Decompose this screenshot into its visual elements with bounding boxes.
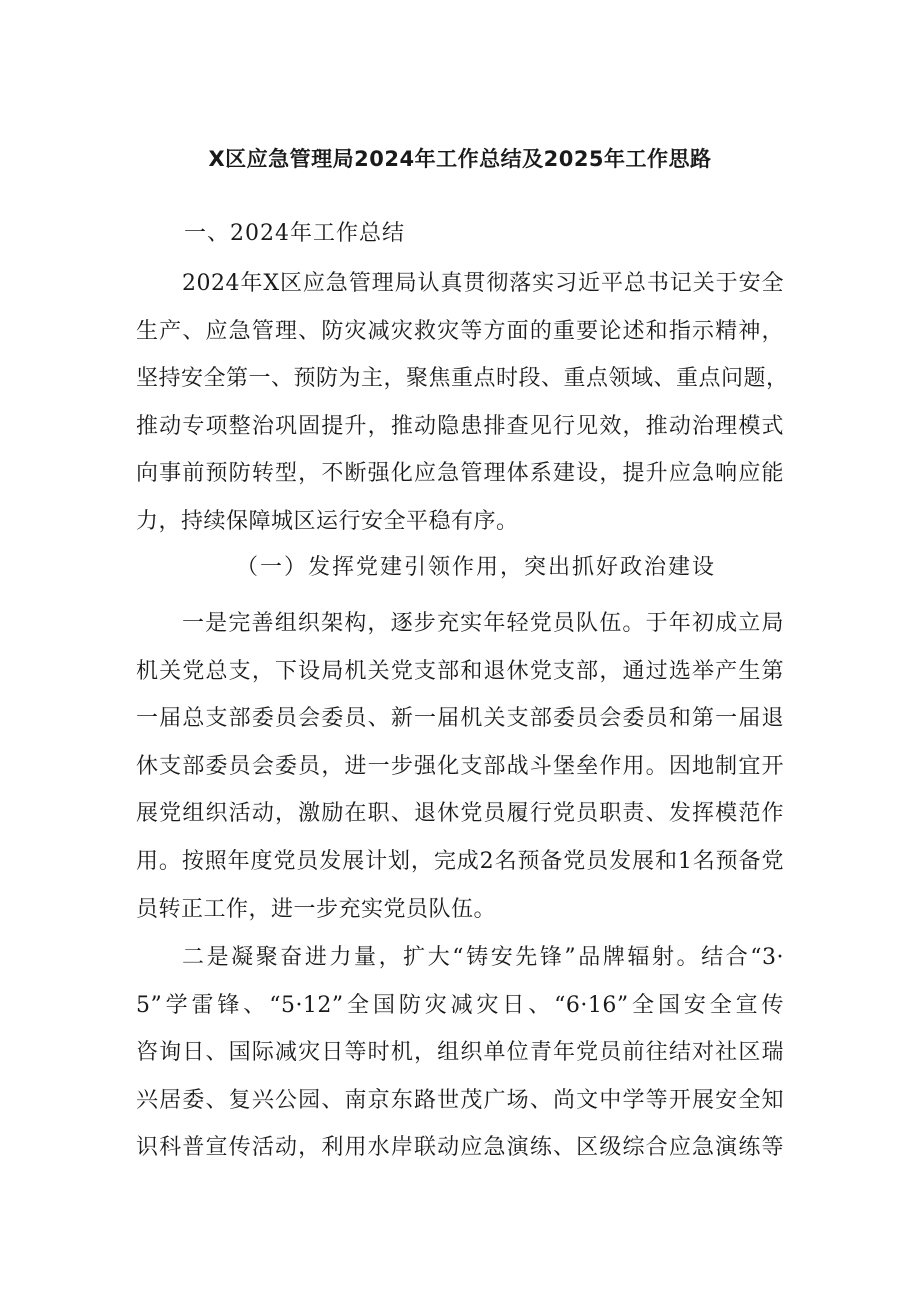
- document-title: X区应急管理局2024年工作总结及2025年工作思路: [208, 147, 712, 171]
- paragraph-line: 5”学雷锋、“5·12”全国防灾减灾日、“6·16”全国安全宣传: [136, 992, 784, 1018]
- paragraph-line: 员转正工作，进一步充实党员队伍。: [136, 896, 497, 922]
- paragraph-line: 力，持续保障城区运行安全平稳有序。: [136, 508, 519, 534]
- paragraph-line: 展党组织活动，激励在职、退休党员履行党员职责、发挥模范作: [136, 801, 784, 827]
- paragraph-line: 推动专项整治巩固提升，推动隐患排查见行见效，推动治理模式: [136, 413, 784, 439]
- paragraph-line: 一届总支部委员会委员、新一届机关支部委员会委员和第一届退: [136, 706, 784, 732]
- paragraph-line: 2024年X区应急管理局认真贯彻落实习近平总书记关于安全: [182, 271, 784, 296]
- paragraph-line: 二是凝聚奋进力量，扩大“铸安先锋”品牌辐射。结合“3·: [182, 945, 784, 970]
- paragraph-brand: [136, 934, 784, 1172]
- paragraph-line: 用。按照年度党员发展计划，完成2名预备党员发展和1名预备党: [136, 848, 784, 874]
- paragraph-line: 兴居委、复兴公园、南京东路世茂广场、尚文中学等开展安全知: [136, 1087, 784, 1113]
- paragraph-line: 一是完善组织架构，逐步充实年轻党员队伍。于年初成立局: [182, 611, 784, 636]
- paragraph-line: 咨询日、国际减灾日等时机，组织单位青年党员前往结对社区瑞: [136, 1040, 784, 1066]
- paragraph-line: 向事前预防转型，不断强化应急管理体系建设，提升应急响应能: [136, 461, 784, 487]
- paragraph-line: 生产、应急管理、防灾减灾救灾等方面的重要论述和指示精神，: [136, 318, 784, 344]
- paragraph-organization: [136, 600, 784, 933]
- intro-paragraph: [136, 260, 789, 546]
- section-heading-work-summary: 一、2024年工作总结: [184, 221, 405, 246]
- subsection-heading-party-building: （一）发挥党建引领作用，突出抓好政治建设: [236, 555, 717, 580]
- paragraph-line: 坚持安全第一、预防为主，聚焦重点时段、重点领域、重点问题，: [136, 366, 789, 392]
- paragraph-line: 休支部委员会委员，进一步强化支部战斗堡垒作用。因地制宜开: [136, 753, 784, 779]
- paragraph-line: 识科普宣传活动，利用水岸联动应急演练、区级综合应急演练等: [136, 1135, 784, 1161]
- paragraph-line: 机关党总支，下设局机关党支部和退休党支部，通过选举产生第: [136, 658, 784, 684]
